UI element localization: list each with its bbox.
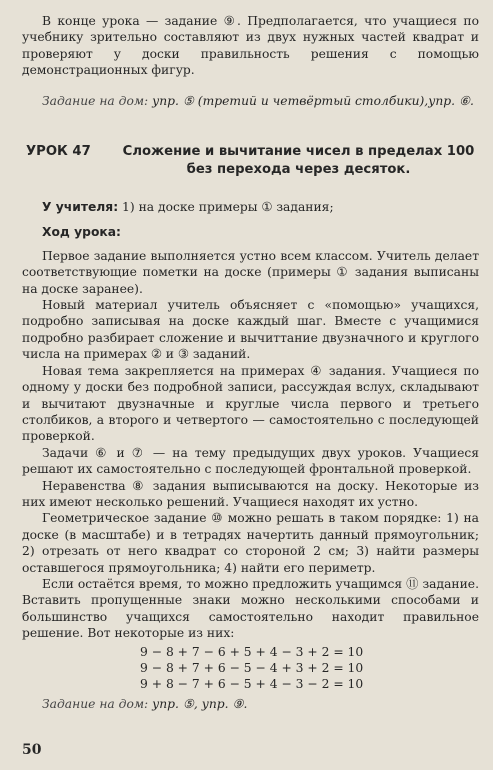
- teacher-text: 1) на доске примеры ① задания;: [122, 200, 334, 215]
- page-number: 50: [22, 742, 42, 758]
- paragraph: Если остаётся время, то можно предложить учащимся ⑪ задание. Вставить пропущенные знаки можно несколькими способами и большинство учащихся самостоятельно находит правильное решение. Вот некоторые из них:: [22, 576, 479, 641]
- homework-1-text: упр. ⑤ (третий и четвёртый столбики),упр. ⑥.: [152, 93, 474, 108]
- lesson-number: УРОК 47: [26, 144, 91, 160]
- paragraph: Новый материал учитель объясняет с «помощью» учащихся, подробно записывая на доске каждый шаг. Вместе с учащимися подробно разбирает сложение и вычиттание двузначного и круглого числа на примерах ② и ③ заданий.: [22, 298, 479, 362]
- teacher-label: У учителя:: [42, 200, 119, 215]
- paragraph: Задачи ⑥ и ⑦ — на тему предыдущих двух уроков. Учащиеся решают их самостоятельно с последующей фронтальной проверкой.: [22, 445, 479, 477]
- lesson-header: [22, 143, 479, 179]
- paragraph: Неравенства ⑧ задания выписываются на доску. Некоторые из них имеют несколько решений. Учащиеся находят их устно.: [22, 478, 479, 509]
- paragraph: Новая тема закрепляется на примерах ④ задания. Учащиеся по одному у доски без подробной записи, рассуждая вслух, складывают и вычитают двузначные и круглые числа первого и третьего столбиков, а второго и четвертого — самостоятельно с последующей проверкой.: [22, 363, 479, 444]
- homework-1-label: Задание на дом:: [42, 93, 149, 108]
- paragraph: Первое задание выполняется устно всем классом. Учитель делает соответствующие пометки на доске (примеры ① задания выписаны на доске заранее).: [22, 248, 479, 296]
- course-label: Ход урока:: [42, 225, 121, 240]
- teacher-line: [22, 199, 479, 215]
- equations: [22, 644, 479, 693]
- course-line: [22, 224, 479, 240]
- homework-2-text: упр. ⑤, упр. ⑨.: [152, 696, 248, 711]
- equation: 9 − 8 + 7 + 6 − 5 − 4 + 3 + 2 = 10: [140, 661, 364, 675]
- equation: 9 + 8 − 7 + 6 − 5 + 4 − 3 − 2 = 10: [140, 677, 364, 692]
- homework-2: [22, 696, 479, 712]
- top-paragraph: В конце урока — задание ⑨. Предполагается, что учащиеся по учебнику зрительно составляют из двух нужных частей квадрат и проверяют у доски правильность решения с помощью демонстрационных фигур.: [22, 14, 479, 78]
- homework-1: [22, 93, 479, 109]
- homework-2-label: Задание на дом:: [42, 696, 149, 711]
- equation: 9 − 8 + 7 − 6 + 5 + 4 − 3 + 2 = 10: [140, 644, 364, 659]
- paragraph: Геометрическое задание ⑩ можно решать в таком порядке: 1) на доске (в масштабе) и в тетрадях начертить данный прямоугольник; 2) отрезать от него квадрат со стороной 2 см; 3) найти размеры оставшегося прямоугольника; 4) найти его периметр.: [22, 511, 479, 575]
- lesson-title-line-2: без перехода через десяток.: [186, 162, 411, 178]
- lesson-title: [118, 143, 479, 179]
- lesson-title-line-1: Сложение и вычитание чисел в пределах 100: [122, 144, 475, 160]
